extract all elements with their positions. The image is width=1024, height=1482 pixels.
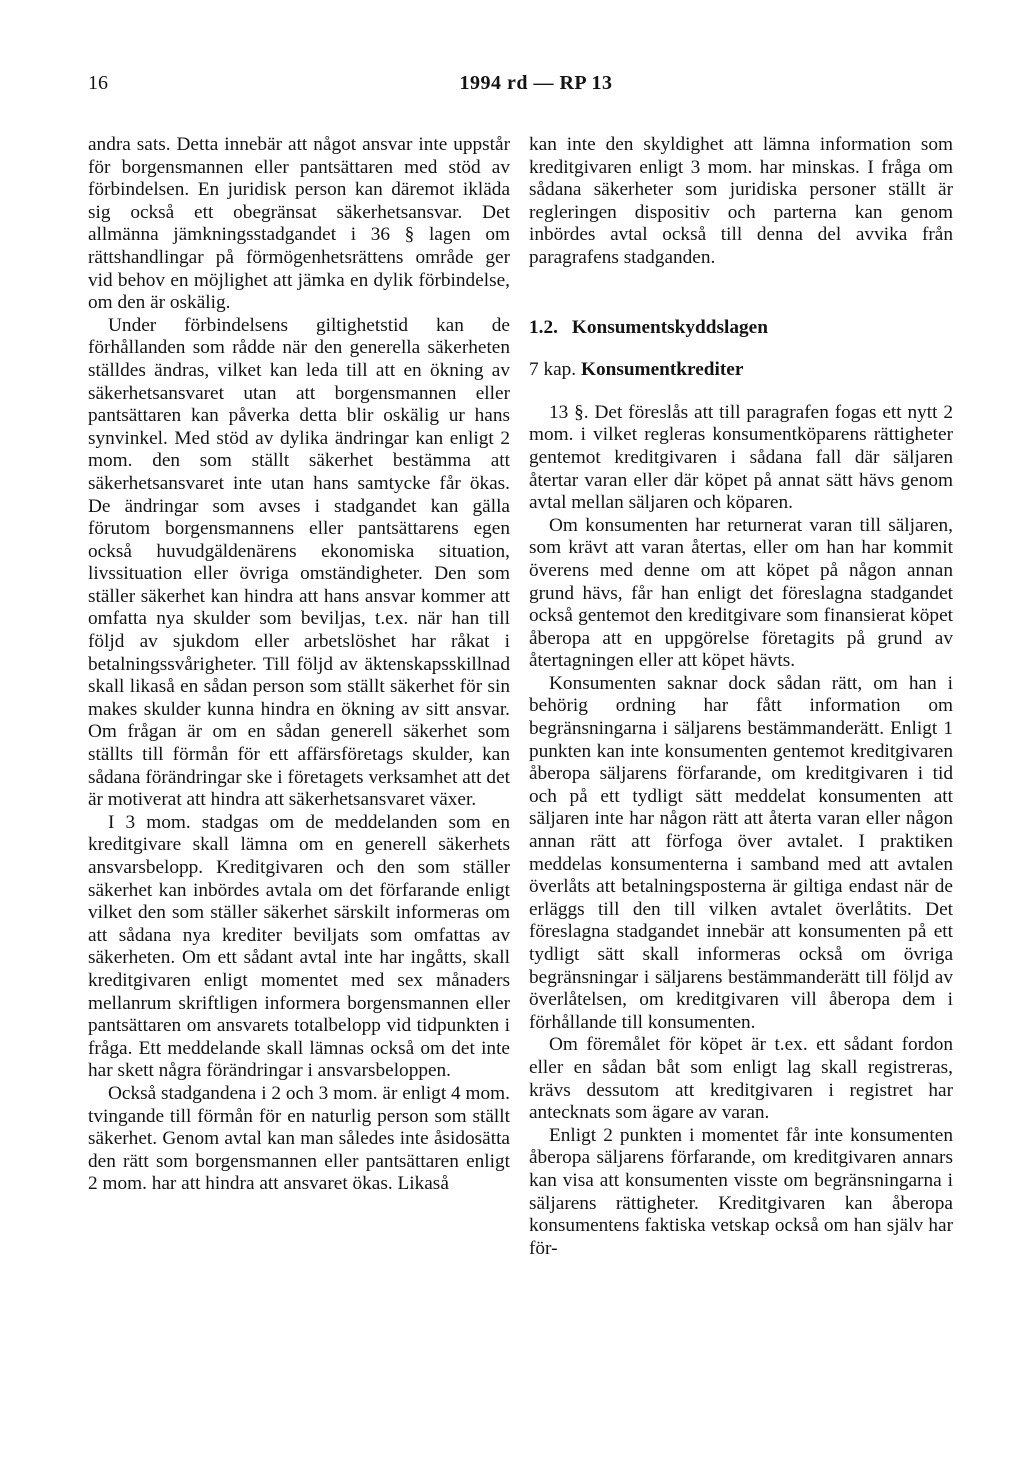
body-paragraph: I 3 mom. stadgas om de meddelanden som en kreditgivare skall lämna om en generell säkerhets ansvarsbelopp. Kreditgivaren och den som ställer säkerhet kan inbördes avtala om det förfarande enligt vilket den som ställer säkerhet särskilt informeras om att sådana nya krediter beviljats som omfattas av säkerheten. Om ett sådant avtal inte har ingåtts, skall kreditgivaren enligt momentet med sex månaders mellanrum skriftligen informera borgensmannen eller pantsättaren om ansvarets totalbelopp vid tidpunkten i fråga. Ett meddelande skall lämnas också om det inte har skett några förändringar i ansvarsbeloppen. [88, 811, 510, 1082]
body-paragraph: 13 §. Det föreslås att till paragrafen fogas ett nytt 2 mom. i vilket regleras konsumentköparens rättigheter gentemot kreditgivaren i sådana fall där säljaren återtar varan eller där köpet på annat sätt hävs genom avtal mellan säljaren och köparen. [529, 401, 953, 514]
right-column [529, 134, 953, 1260]
body-paragraph: Om konsumenten har returnerat varan till säljaren, som krävt att varan återtas, eller om han har kommit överens med denne om att köpet på någon annan grund hävs, får han enligt det föreslagna stadgandet också gentemot den kreditgivare som finansierat köpet åberopa att en uppgörelse företagits på grund av återtagningen eller att köpet hävts. [529, 514, 953, 672]
page-number: 16 [88, 72, 108, 94]
left-column [88, 134, 510, 1196]
running-head: 1994 rd — RP 13 [459, 72, 613, 94]
chapter-title: Konsumentkrediter [580, 359, 744, 381]
body-paragraph: Också stadgandena i 2 och 3 mom. är enligt 4 mom. tvingande till förmån för en naturlig person som ställt säkerhet. Genom avtal kan man således inte åsidosätta den rätt som borgensmannen eller pantsättaren enligt 2 mom. har att hindra att ansvaret ökas. Likaså [88, 1082, 510, 1195]
chapter-heading [529, 359, 953, 382]
section-heading [529, 317, 953, 340]
body-paragraph: Konsumenten saknar dock sådan rätt, om han i behörig ordning har fått information om begränsningarna i säljarens bestämmanderätt. Enligt 1 punkten kan inte konsumenten gentemot kreditgivaren åberopa säljarens förfarande, om kreditgivaren i tid och på ett tydligt sätt meddelat konsumenten att säljaren inte har någon rätt att återta varan eller någon annan rätt att förfoga över avtalet. I praktiken meddelas konsumenterna i samband med att avtalen överlåts att betalningsposterna är giltiga endast när de erläggs till den till vilken avtalet överlåtits. Det föreslagna stadgandet innebär att konsumenten på ett tydligt sätt skall informeras också om övriga begränsningar i säljarens bestämmanderätt till följd av överlåtelsen, om kreditgivaren vill åberopa dem i förhållande till konsumenten. [529, 672, 953, 1033]
body-paragraph: Om föremålet för köpet är t.ex. ett sådant fordon eller en sådan båt som enligt lag skall registreras, krävs dessutom att kreditgivaren i registret har antecknats som ägare av varan. [529, 1034, 953, 1124]
section-title: Konsumentskyddslagen [571, 316, 768, 338]
body-paragraph: Under förbindelsens giltighetstid kan de förhållanden som rådde när den generella säkerheten ställdes ändras, vilket kan leda till att en ökning av säkerhetsansvaret utan att borgensmannen eller pantsättaren kan påverka detta blir oskälig ur hans synvinkel. Med stöd av dylika ändringar kan enligt 2 mom. den som ställt säkerhet bestämma att säkerhetsansvaret inte utan hans samtycke får ökas. De ändringar som avses i stadgandet kan gälla förutom borgensmannens eller pantsättarens egen också huvudgäldenärens ekonomiska situation, livssituation eller övriga omständigheter. Den som ställer säkerhet kan hindra att hans ansvar kommer att omfatta nya skulder som beviljas, t.ex. när han till följd av sjukdom eller arbetslöshet har råkat i betalningssvårigheter. Till följd av äktenskapsskillnad skall likaså en sådan person som ställt säkerhet för sin makes skulder kunna hindra en ökning av sitt ansvar. Om frågan är om en sådan generell säkerhet som ställts till förmån för ett affärsföretags skulder, kan sådana förändringar ske i företagets verksamhet att det är motiverat att hindra att säkerhetsansvaret växer. [88, 314, 510, 811]
page-header [88, 72, 984, 102]
body-paragraph: Enligt 2 punkten i momentet får inte konsumenten åberopa säljarens förfarande, om kreditgivaren annars kan visa att konsumenten visste om begränsningarna i säljarens rättigheter. Kreditgivaren kan åberopa konsumentens faktiska vetskap också om han själv har för- [529, 1124, 953, 1259]
chapter-number: 7 kap. [529, 359, 577, 381]
body-paragraph: andra sats. Detta innebär att något ansvar inte uppstår för borgensmannen eller pantsättaren med stöd av förbindelsen. En juridisk person kan däremot ikläda sig också ett obegränsat säkerhetsansvar. Det allmänna jämkningsstadgandet i 36 § lagen om rättshandlingar på förmögenhetsrättens område ger vid behov en möjlighet att jämka en dylik förbindelse, om den är oskälig. [88, 134, 510, 314]
section-number: 1.2. [529, 316, 558, 338]
body-paragraph: kan inte den skyldighet att lämna information som kreditgivaren enligt 3 mom. har minskas. I fråga om sådana säkerheter som juridiska personer ställt är regleringen dispositiv och parterna kan genom inbördes avtal också till denna del avvika från paragrafens stadganden. [529, 134, 953, 268]
